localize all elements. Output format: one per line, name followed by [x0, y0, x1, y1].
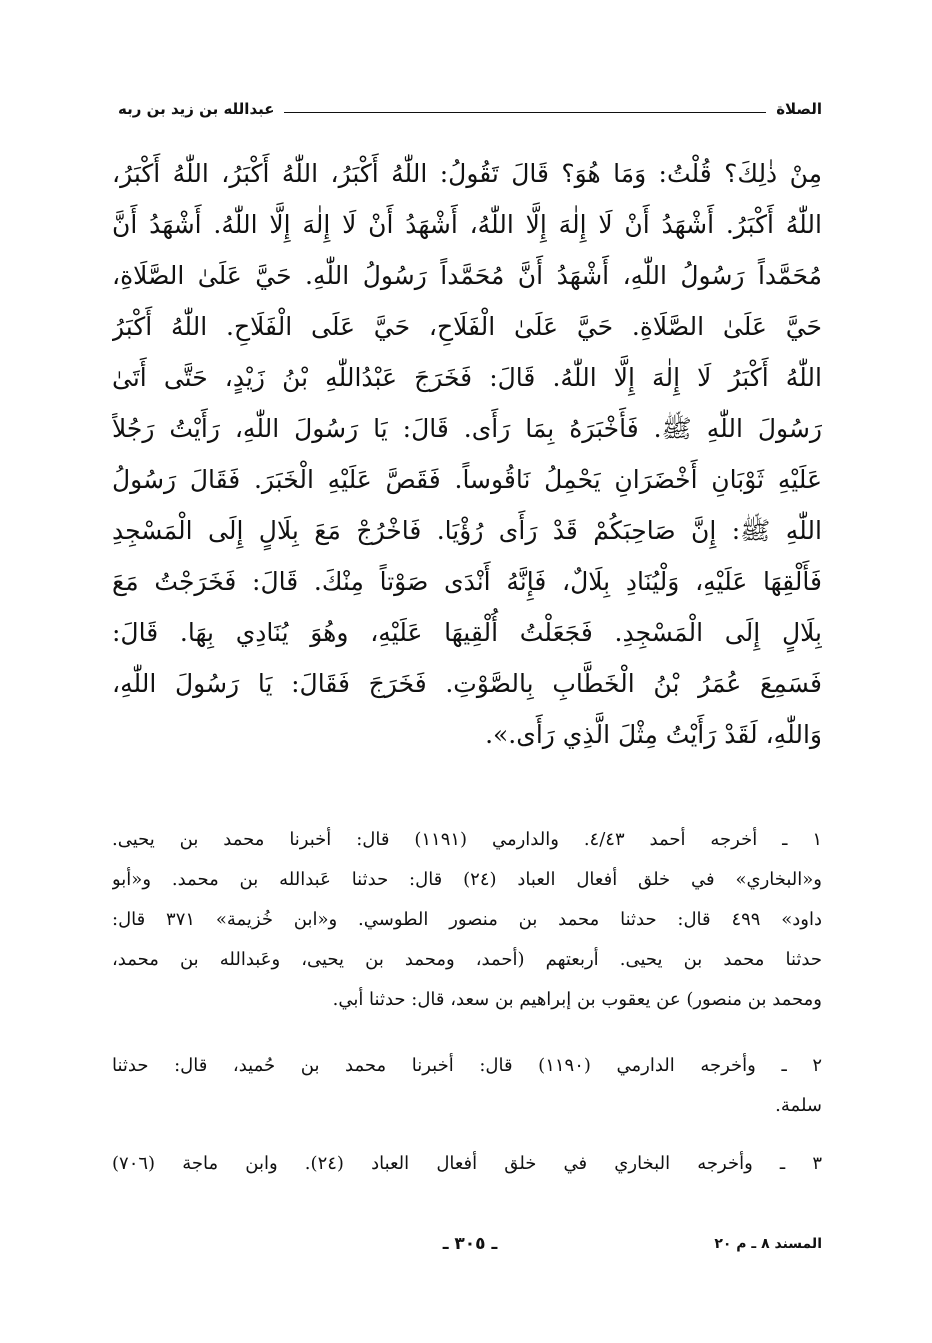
main-text	[112, 148, 822, 760]
footnote-line: داود» ٤٩٩ قال: حدثنا محمد بن منصور الطوسي. و«ابن خُزيمة» ٣٧١ قال:	[112, 909, 822, 930]
header-rule	[284, 112, 766, 113]
footnote-gap	[112, 1126, 822, 1144]
footnote-line: ومحمد بن منصور) عن يعقوب بن إبراهيم بن سعد، قال: حدثنا أبي.	[332, 989, 822, 1010]
volume-signature: المسند ٨ ـ م ٢٠	[714, 1236, 822, 1252]
footnote-line: حدثنا محمد بن يحيى. أربعتهم (أحمد، ومحمد بن يحيى، وعَبدالله بن محمد،	[112, 949, 822, 970]
text-line: مِنْ ذٰلِكَ؟ قُلْتُ: وَمَا هُوَ؟ قَالَ تَقُولُ: اللّٰهُ أَكْبَرُ، اللّٰهُ أَكْبَرُ، اللّٰهُ أَكْبَرُ،	[112, 159, 822, 188]
footnote-3	[112, 1144, 822, 1184]
footnote-line: ١ ـ أخرجه أحمد ٤/٤٣. والدارمي (١١٩١) قال: أخبرنا محمد بن يحيى.	[112, 829, 822, 850]
text-line: رَسُولَ اللّٰهِ ﷺ. فَأَخْبَرَهُ بِمَا رَأَى. قَالَ: يَا رَسُولَ اللّٰهِ، رَأَيْتُ رَجُلاً	[112, 414, 822, 443]
text-line: اللّٰهُ أَكْبَرُ لَا إِلٰهَ إِلَّا اللّٰهُ. قَالَ: فَخَرَجَ عَبْدُاللّٰهِ بْنُ زَيْدٍ، حَتَّى أَتَىٰ	[112, 363, 822, 392]
footnote-1	[112, 820, 822, 1020]
footnotes	[112, 820, 822, 1184]
text-line: فَأَلْقِهَا عَلَيْهِ، وَلْيُنَادِ بِلَالٌ، فَإِنَّهُ أَنْدَى صَوْتاً مِنْكَ. قَالَ: فَخَرَجْتُ مَعَ	[112, 567, 822, 596]
footnote-line: و«البخاري» في خلق أفعال العباد (٢٤) قال: حدثنا عَبدالله بن محمد. و«أبو	[112, 869, 822, 890]
text-line: مُحَمَّداً رَسُولُ اللّٰهِ، أَشْهَدُ أَنَّ مُحَمَّداً رَسُولُ اللّٰهِ. حَيَّ عَلَىٰ الصَّلَاةِ،	[112, 261, 822, 290]
page-footer	[118, 1234, 822, 1260]
text-line: اللّٰهِ ﷺ: إِنَّ صَاحِبَكُمْ قَدْ رَأَى رُؤْيَا. فَاخْرُجْ مَعَ بِلَالٍ إِلَى الْمَسْجِدِ	[112, 516, 822, 545]
text-line: بِلَالٍ إِلَى الْمَسْجِدِ. فَجَعَلْتُ أُلْقِيهَا عَلَيْهِ، وهُوَ يُنَادِي بِهَا. قَالَ:	[112, 618, 822, 647]
text-line: اللّٰهُ أَكْبَرُ. أَشْهَدُ أَنْ لَا إِلٰهَ إِلَّا اللّٰهُ، أَشْهَدُ أَنْ لَا إِلٰهَ إِلَّا اللّٰهُ. أَشْهَدُ أَنَّ	[112, 210, 822, 239]
footnote-2	[112, 1046, 822, 1126]
page-number: ـ ٣٠٥ ـ	[442, 1234, 498, 1254]
footnote-gap	[112, 1020, 822, 1046]
footnote-line: ٢ ـ وأخرجه الدارمي (١١٩٠) قال: أخبرنا محمد بن حُميد، قال: حدثنا	[112, 1055, 822, 1076]
footnote-line: سلمة.	[775, 1095, 822, 1116]
text-line: فَسَمِعَ عُمَرُ بْنُ الْخَطَّابِ بِالصَّوْتِ. فَخَرَجَ فَقَالَ: يَا رَسُولَ اللّٰهِ،	[112, 669, 822, 698]
text-line: عَلَيْهِ ثَوْبَانِ أَخْضَرَانِ يَحْمِلُ نَاقُوساً. فَقَصَّ عَلَيْهِ الْخَبَرَ. فَقَالَ رَسُولُ	[112, 465, 822, 494]
section-title: الصلاة	[776, 100, 822, 118]
running-header	[118, 96, 822, 122]
text-line: وَاللّٰهِ، لَقَدْ رَأَيْتُ مِثْلَ الَّذِي رَأَى.».	[485, 720, 822, 749]
footnote-line: ٣ ـ وأخرجه البخاري في خلق أفعال العباد (٢٤). وابن ماجة (٧٠٦)	[112, 1153, 822, 1174]
text-line: حَيَّ عَلَىٰ الصَّلَاةِ. حَيَّ عَلَىٰ الْفَلَاحِ، حَيَّ عَلَى الْفَلَاحِ. اللّٰهُ أَكْبَرُ	[112, 312, 822, 341]
author-name: عبدالله بن زيد بن ربه	[118, 100, 275, 118]
